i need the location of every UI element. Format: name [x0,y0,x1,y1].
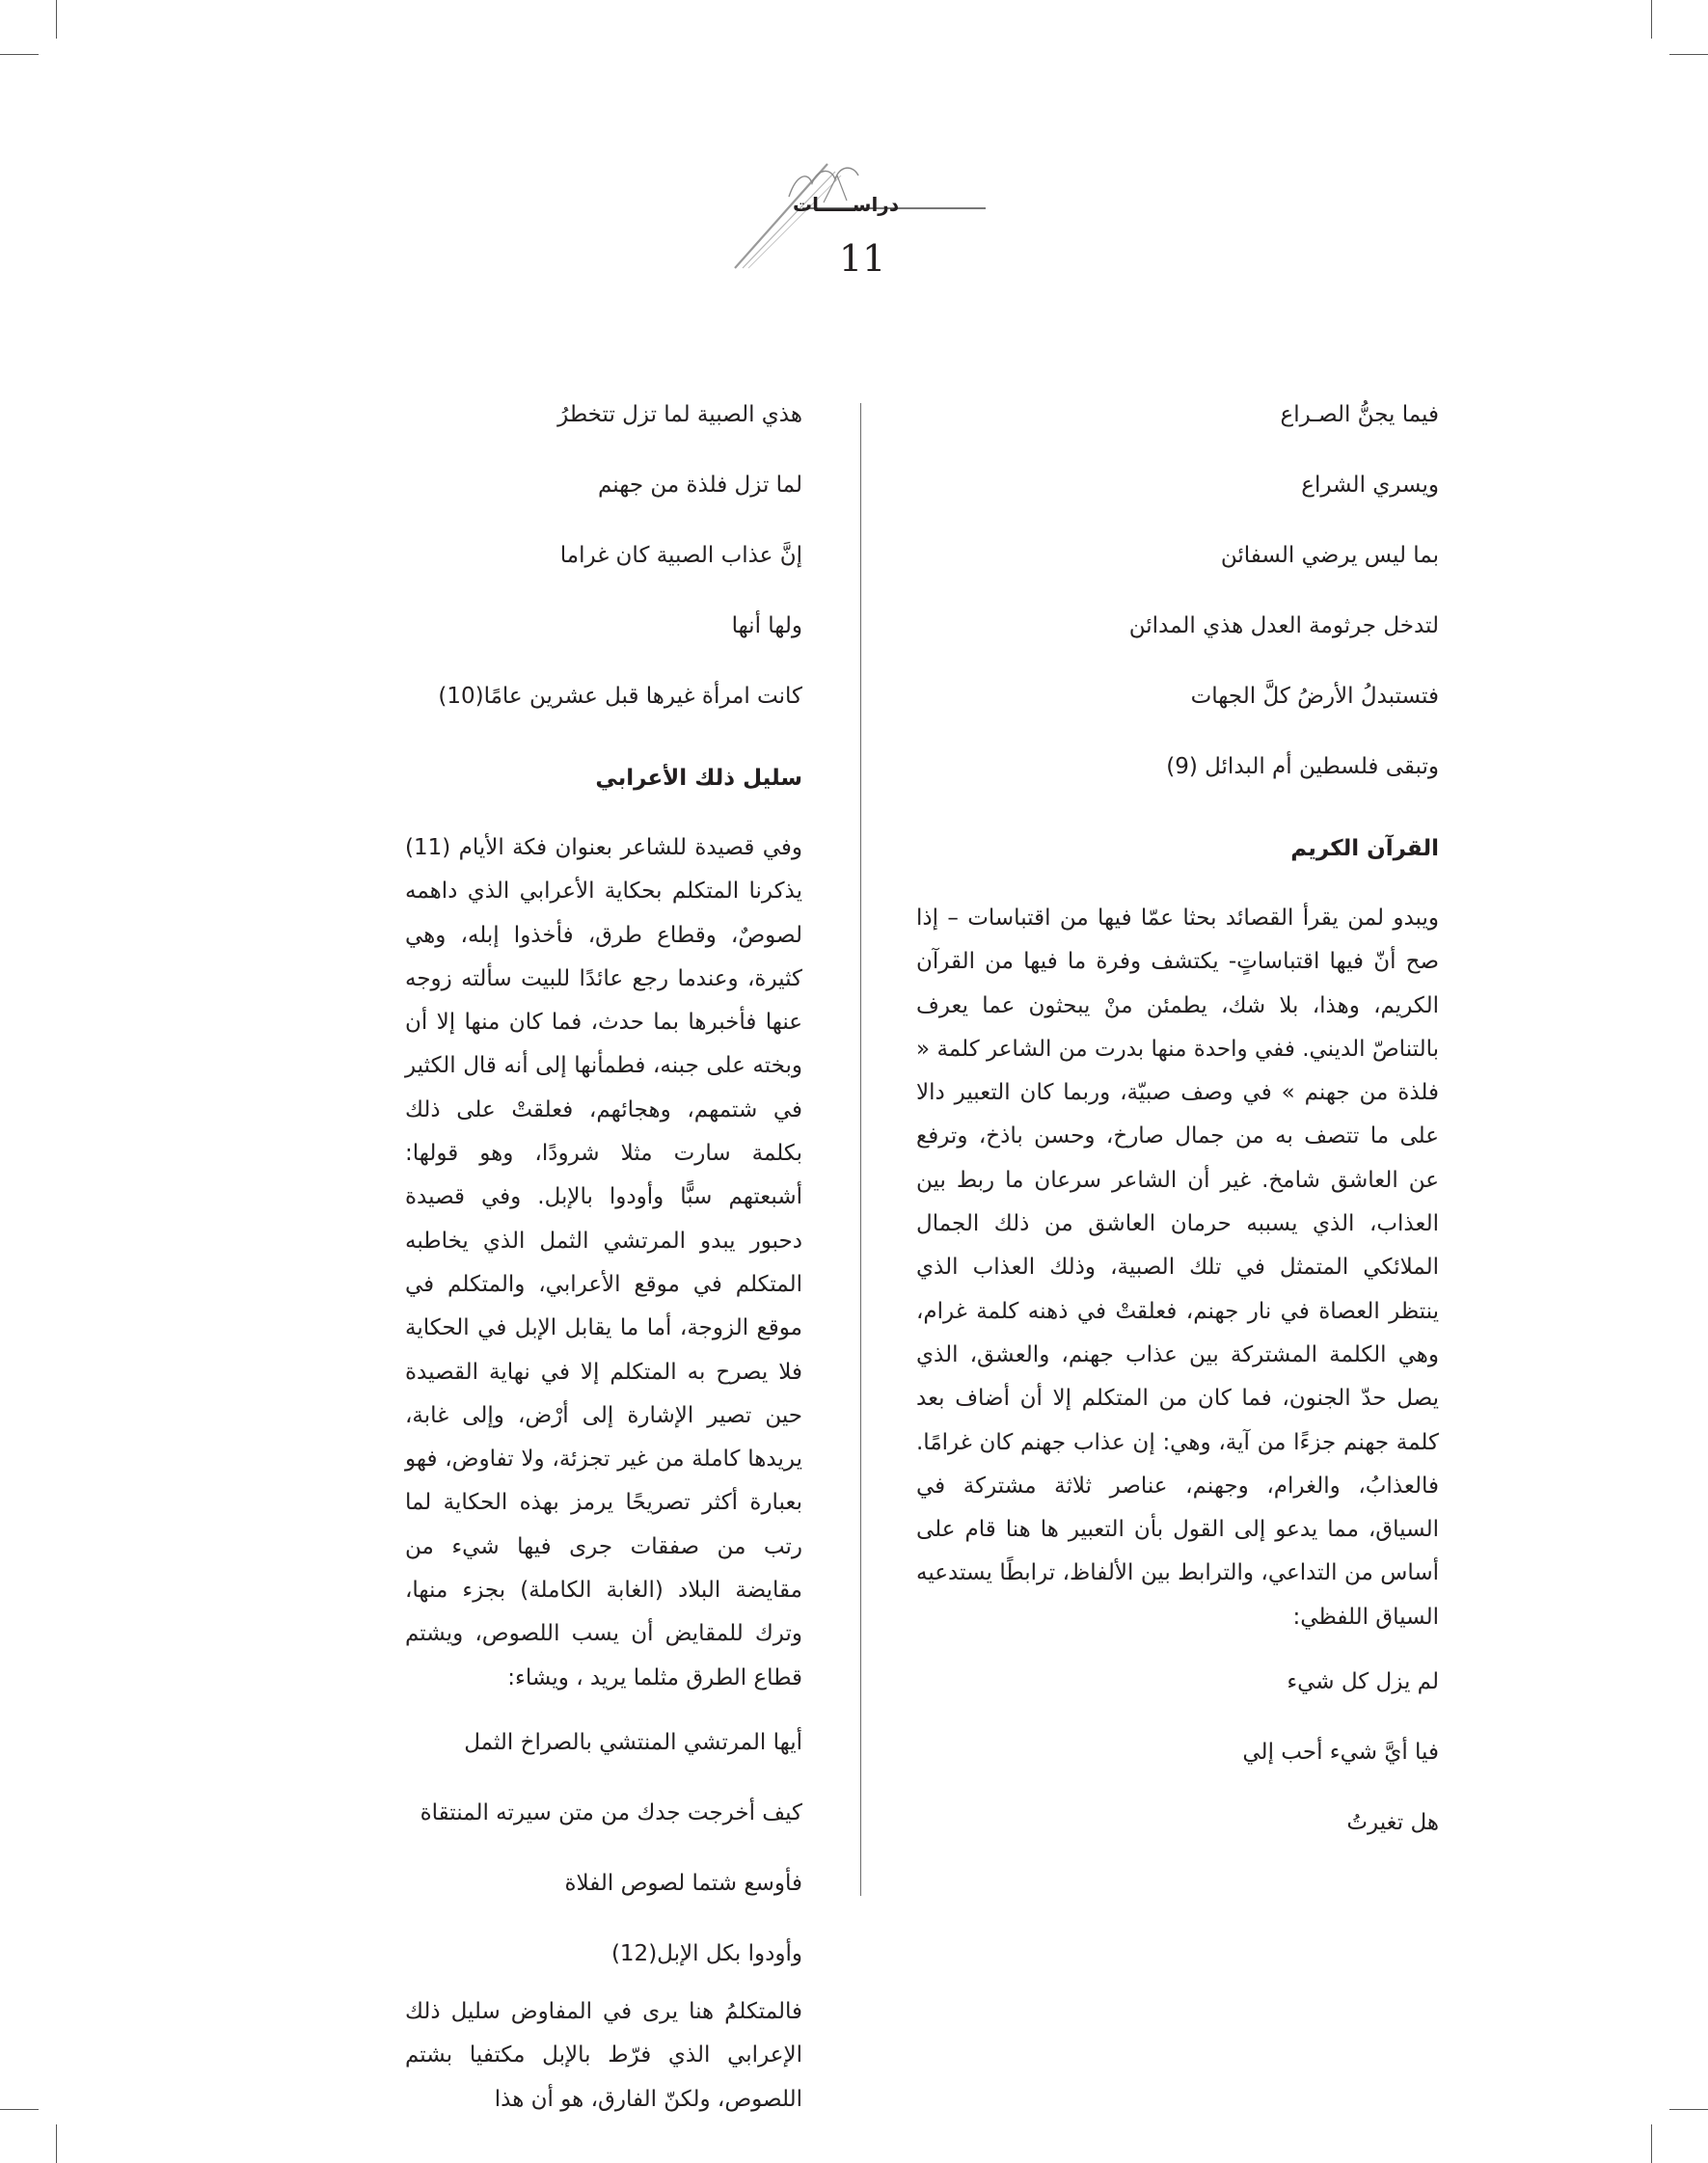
left-column [405,395,802,2122]
crop-mark [0,54,39,55]
crop-mark [56,2124,57,2163]
verse-line: بما ليس يرضي السفائن [1220,543,1439,568]
verse-line: فأوسع شتما لصوص الفلاة [564,1870,802,1896]
verse-line: فتستبدلُ الأرضُ كلَّ الجهات [1190,684,1439,709]
verse-line: وتبقى فلسطين أم البدائل (9) [1166,754,1439,779]
verse-line: فيا أيَّ شيء أحب إلي [1242,1740,1439,1766]
verse-line: ويسري الشراع [1301,473,1439,498]
section-label: دراســـــات [793,193,900,216]
verse-line: لم يزل كل شيء [1287,1669,1439,1695]
verse-line: أيها المرتشي المنتشي بالصراخ الثمل [464,1729,802,1755]
verse-line: فيما يجنُّ الصـراع [1280,402,1439,427]
page-number: 11 [839,237,886,280]
crop-mark [56,0,57,39]
column-divider [860,403,861,1896]
section-heading: القرآن الكريم [1290,836,1439,861]
section-heading: سليل ذلك الأعرابي [595,766,802,791]
verse-line: لما تزل فلذة من جهنم [598,473,802,498]
verse-line: وأودوا بكل الإبل(12) [610,1940,802,1966]
verse-line: هذي الصبية لما تزل تتخطرُ [557,402,802,427]
crop-mark [1651,0,1652,39]
body-paragraph: فالمتكلمُ هنا يرى في المفاوض سليل ذلك الإعرابي الذي فرّط بالإبل مكتفيا بشتم اللصوص، ولكنّ الفارق، هو أن هذا [405,1998,802,2112]
verse-line: لتدخل جرثومة العدل هذي المدائن [1128,613,1439,638]
verse-line: ولها أنها [731,613,802,638]
body-paragraph: وفي قصيدة للشاعر بعنوان فكة الأيام (11) يذكرنا المتكلم بحكاية الأعرابي الذي داهمه لصوصٌ، وقطاع طرق، فأخذوا إبله، وهي كثيرة، وعندما رجع عائدًا للبيت سألته زوجه عنها فأخبرها بما حدث، فما كان منها إلا أن وبخته على جبنه، فطمأنها إلى أنه قال الكثير في شتمهم، وهجائهم، فعلقتْ على ذلك بكلمة سارت مثلا شرودًا، وهو قولها: أشبعتهم سبًّا وأودوا بالإبل. وفي قصيدة دحبور يبدو المرتشي الثمل الذي يخاطبه المتكلم في موقع الأعرابي، والمتكلم في موقع الزوجة، أما ما يقابل الإبل في الحكاية فلا يصرح به المتكلم إلا في نهاية القصيدة حين تصير الإشارة إلى أرْض، وإلى غابة، يريدها كاملة من غير تجزئة، ولا تفاوض، فهو بعبارة أكثر تصريحًا يرمز بهذه الحكاية لما رتب من صفقات جرى فيها شيء من مقايضة البلاد (الغابة الكاملة) بجزء منها، وترك للمقايض أن يسب اللصوص، ويشتم قطاع الطرق مثلما يريد ، ويشاء: [405,835,802,1690]
crop-mark [1669,54,1708,55]
verse-line: إنَّ عذاب الصبية كان غراما [559,543,802,568]
right-column [916,395,1439,1874]
crop-mark [1669,2109,1708,2110]
verse-line: كانت امرأة غيرها قبل عشرين عامًا(10) [438,684,802,709]
crop-mark [0,2109,39,2110]
crop-mark [1651,2124,1652,2163]
verse-line: هل تغيرتُ [1346,1810,1439,1836]
verse-line: كيف أخرجت جدك من متن سيرته المنتقاة [420,1799,802,1825]
body-paragraph: ويبدو لمن يقرأ القصائد بحثا عمّا فيها من اقتباسات – إذا صح أنّ فيها اقتباساتٍ- يكتشف وفرة ما فيها من القرآن الكريم، وهذا، بلا شك، يطمئن منْ يبحثون عما يعرف بالتناصّ الديني. ففي واحدة منها بدرت من الشاعر كلمة « فلذة من جهنم » في وصف صبيّة، وربما كان التعبير دالا على ما تتصف به من جمال صارخ، وحسن باذخ، وترفع عن العاشق شامخ. غير أن الشاعر سرعان ما ربط بين العذاب، الذي يسببه حرمان العاشق من ذلك الجمال الملائكي المتمثل في تلك الصبية، وذلك العذاب الذي ينتظر العصاة في نار جهنم، فعلقتْ في ذهنه كلمة غرام، وهي الكلمة المشتركة بين عذاب جهنم، والعشق، الذي يصل حدّ الجنون، فما كان من المتكلم إلا أن أضاف بعد كلمة جهنم جزءًا من آية، وهي: إن عذاب جهنم كان غرامًا. فالعذابُ، والغرام، وجهنم، عناصر ثلاثة مشتركة في السياق، مما يدعو إلى القول بأن التعبير ها هنا قام على أساس من التداعي، والترابط بين الألفاظ، ترابطًا يستدعيه السياق اللفظي: [916,906,1439,1630]
